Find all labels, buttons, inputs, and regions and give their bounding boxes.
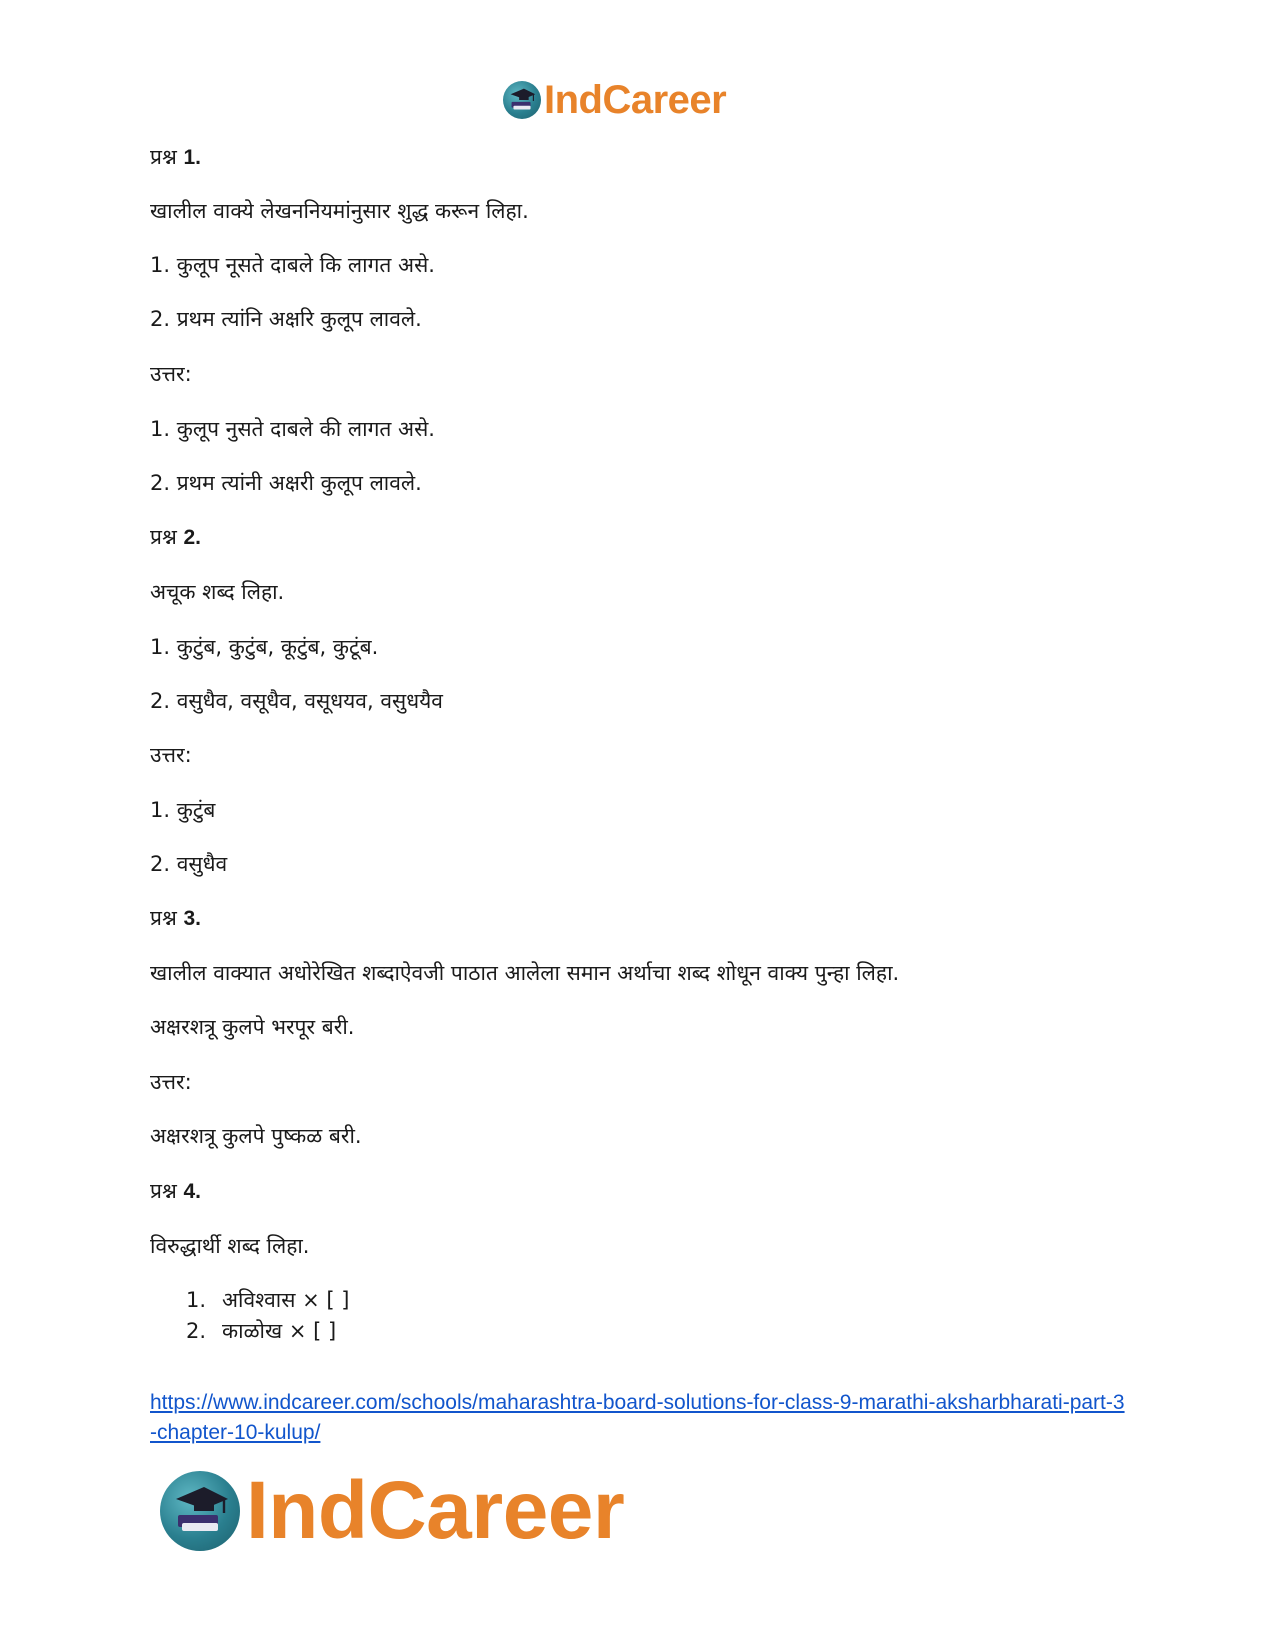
question-2-instruction: अचूक शब्द लिहा. [150,580,285,604]
question-1-answer: 1. कुलूप नुसते दाबले की लागत असे. [150,417,435,441]
question-label: प्रश्न [150,525,177,549]
graduation-cap-book-icon [503,81,541,119]
question-1-item: 1. कुलूप नूसते दाबले कि लागत असे. [150,253,435,277]
header-logo [503,80,726,120]
question-1-instruction: खालील वाक्ये लेखननियमांनुसार शुद्ध करून लिहा. [150,199,529,223]
answer-label: उत्तर: [150,1070,192,1094]
list-item-number: 2. [186,1319,207,1343]
brand-wordmark: IndCareer [246,1465,625,1556]
list-item [186,1290,349,1311]
answer-label: उत्तर: [150,743,192,767]
footer-logo [160,1465,625,1556]
question-4-heading [150,1181,201,1202]
graduation-cap-book-icon [160,1471,240,1551]
question-3-heading [150,908,201,929]
question-label: प्रश्न [150,1179,177,1203]
question-2-answer: 1. कुटुंब [150,798,216,822]
question-number: 1. [183,146,201,169]
question-2-item: 1. कुटुंब, कुटुंब, कूटुंब, कुटूंब. [150,635,379,659]
question-label: प्रश्न [150,906,177,930]
answer-label: उत्तर: [150,362,192,386]
question-1-heading [150,147,201,168]
question-1-item: 2. प्रथम त्यांनि अक्षरि कुलूप लावले. [150,307,422,331]
source-link[interactable]: https://www.indcareer.com/schools/maharashtra-board-solutions-for-class-9-marathi-aksharbharati-part-3-chapter-10-kulup/ [150,1391,1125,1444]
question-number: 3. [183,907,201,930]
question-2-heading [150,527,201,548]
list-item-number: 1. [186,1288,207,1312]
question-label: प्रश्न [150,145,177,169]
brand-wordmark: IndCareer [544,78,727,122]
question-1-answer: 2. प्रथम त्यांनी अक्षरी कुलूप लावले. [150,471,422,495]
question-3-answer: अक्षरशत्रू कुलपे पुष्कळ बरी. [150,1124,362,1148]
question-3-instruction: खालील वाक्यात अधोरेखित शब्दाऐवजी पाठात आलेला समान अर्थाचा शब्द शोधून वाक्य पुन्हा लिहा. [150,961,900,985]
list-item-text: अविश्वास × [ ] [222,1288,350,1312]
question-2-item: 2. वसुधैव, वसूधैव, वसूधयव, वसुधयैव [150,689,443,713]
question-number: 4. [183,1180,201,1203]
question-3-sentence: अक्षरशत्रू कुलपे भरपूर बरी. [150,1015,355,1039]
list-item-text: काळोख × [ ] [222,1319,337,1343]
question-2-answer: 2. वसुधैव [150,852,228,876]
question-4-instruction: विरुद्धार्थी शब्द लिहा. [150,1234,310,1258]
question-number: 2. [183,526,201,549]
list-item [186,1321,336,1342]
